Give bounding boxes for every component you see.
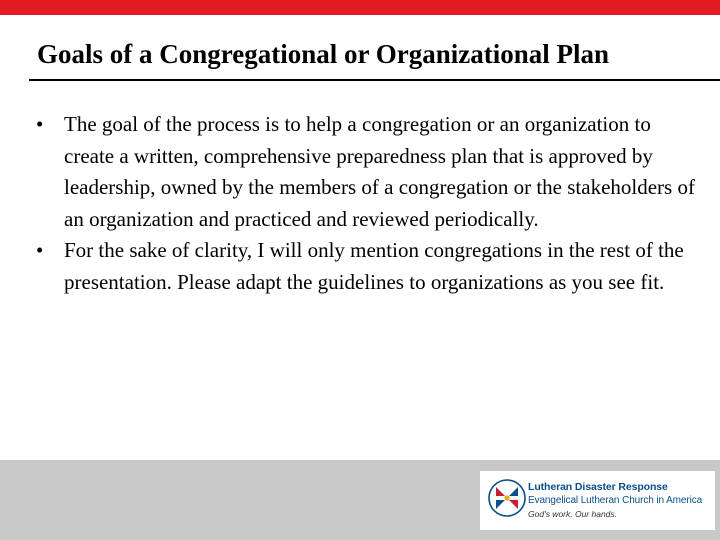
bullet-item bbox=[36, 109, 700, 235]
logo-name: Lutheran Disaster Response bbox=[528, 481, 668, 493]
slide-title: Goals of a Congregational or Organizational Plan bbox=[37, 39, 610, 69]
bullet-text: For the sake of clarity, I will only mention congregations in the rest of the presentation. Please adapt the guidelines to organizations as you see fit. bbox=[64, 238, 684, 294]
bullet-text: The goal of the process is to help a congregation or an organization to create a written, comprehensive preparedness plan that is approved by leadership, owned by the members of a congregation or the stakeholders of an organization and practiced and reviewed periodically. bbox=[64, 112, 695, 231]
bullet-icon: • bbox=[36, 238, 44, 262]
bullet-list bbox=[36, 109, 700, 298]
logo-church: Evangelical Lutheran Church in America bbox=[528, 495, 703, 506]
top-accent-bar bbox=[0, 0, 720, 15]
bullet-item bbox=[36, 235, 700, 298]
ldr-logo bbox=[480, 471, 715, 530]
bullet-icon: • bbox=[36, 112, 44, 136]
cross-globe-icon bbox=[487, 478, 527, 518]
logo-tagline: God's work. Our hands. bbox=[528, 509, 618, 519]
title-underline bbox=[29, 79, 720, 81]
